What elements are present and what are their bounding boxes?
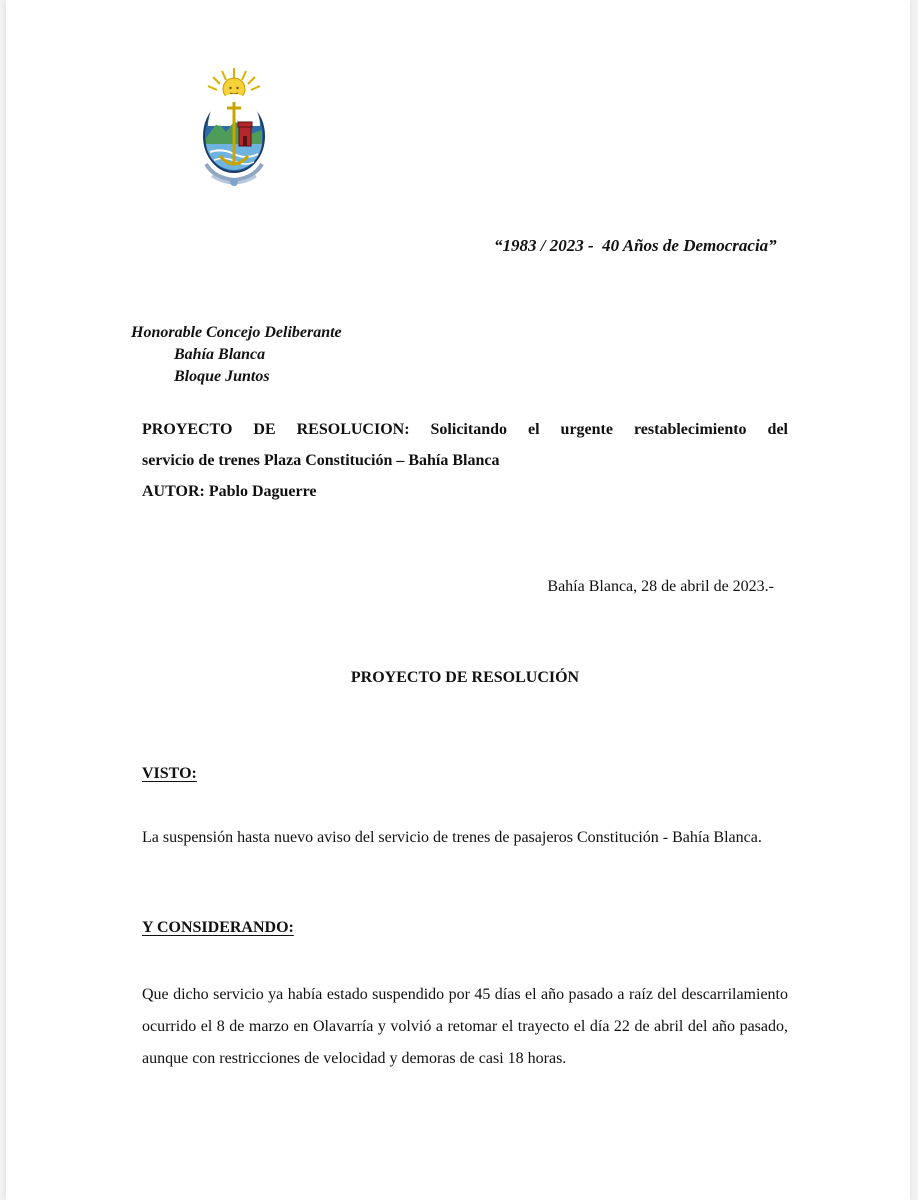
addressee-block (131, 322, 342, 388)
visto-paragraph: La suspensión hasta nuevo aviso del servicio de trenes de pasajeros Constitución - Bahía Blanca. (142, 829, 762, 846)
project-title-line-2: servicio de trenes Plaza Constitución – Bahía Blanca (142, 452, 500, 469)
project-author: AUTOR: Pablo Daguerre (142, 483, 317, 500)
addressee-city: Bahía Blanca (174, 346, 266, 363)
addressee-bloc: Bloque Juntos (174, 368, 270, 385)
visto-title: VISTO: (142, 765, 197, 782)
considerando-paragraph: Que dicho servicio ya había estado suspendido por 45 días el año pasado a raíz del descarrilamiento ocurrido el 8 de marzo en Olavarría y volvió a retomar el trayecto el día 22 de abril del año pasado, aunque con restricciones de velocidad y demoras de casi 18 horas. (142, 986, 788, 1067)
addressee-institution: Honorable Concejo Deliberante (131, 324, 342, 341)
coat-of-arms-icon (194, 64, 274, 194)
motto-line: “1983 / 2023 - 40 Años de Democracia” (494, 236, 777, 255)
project-title-line-1: PROYECTO DE RESOLUCION: Solicitando el urgente restablecimiento del (142, 421, 788, 438)
considerando-title: Y CONSIDERANDO: (142, 919, 294, 936)
date-line: Bahía Blanca, 28 de abril de 2023.- (547, 578, 774, 595)
project-summary (142, 414, 788, 507)
document-page (6, 0, 910, 1200)
document-heading: PROYECTO DE RESOLUCIÓN (350, 669, 580, 686)
